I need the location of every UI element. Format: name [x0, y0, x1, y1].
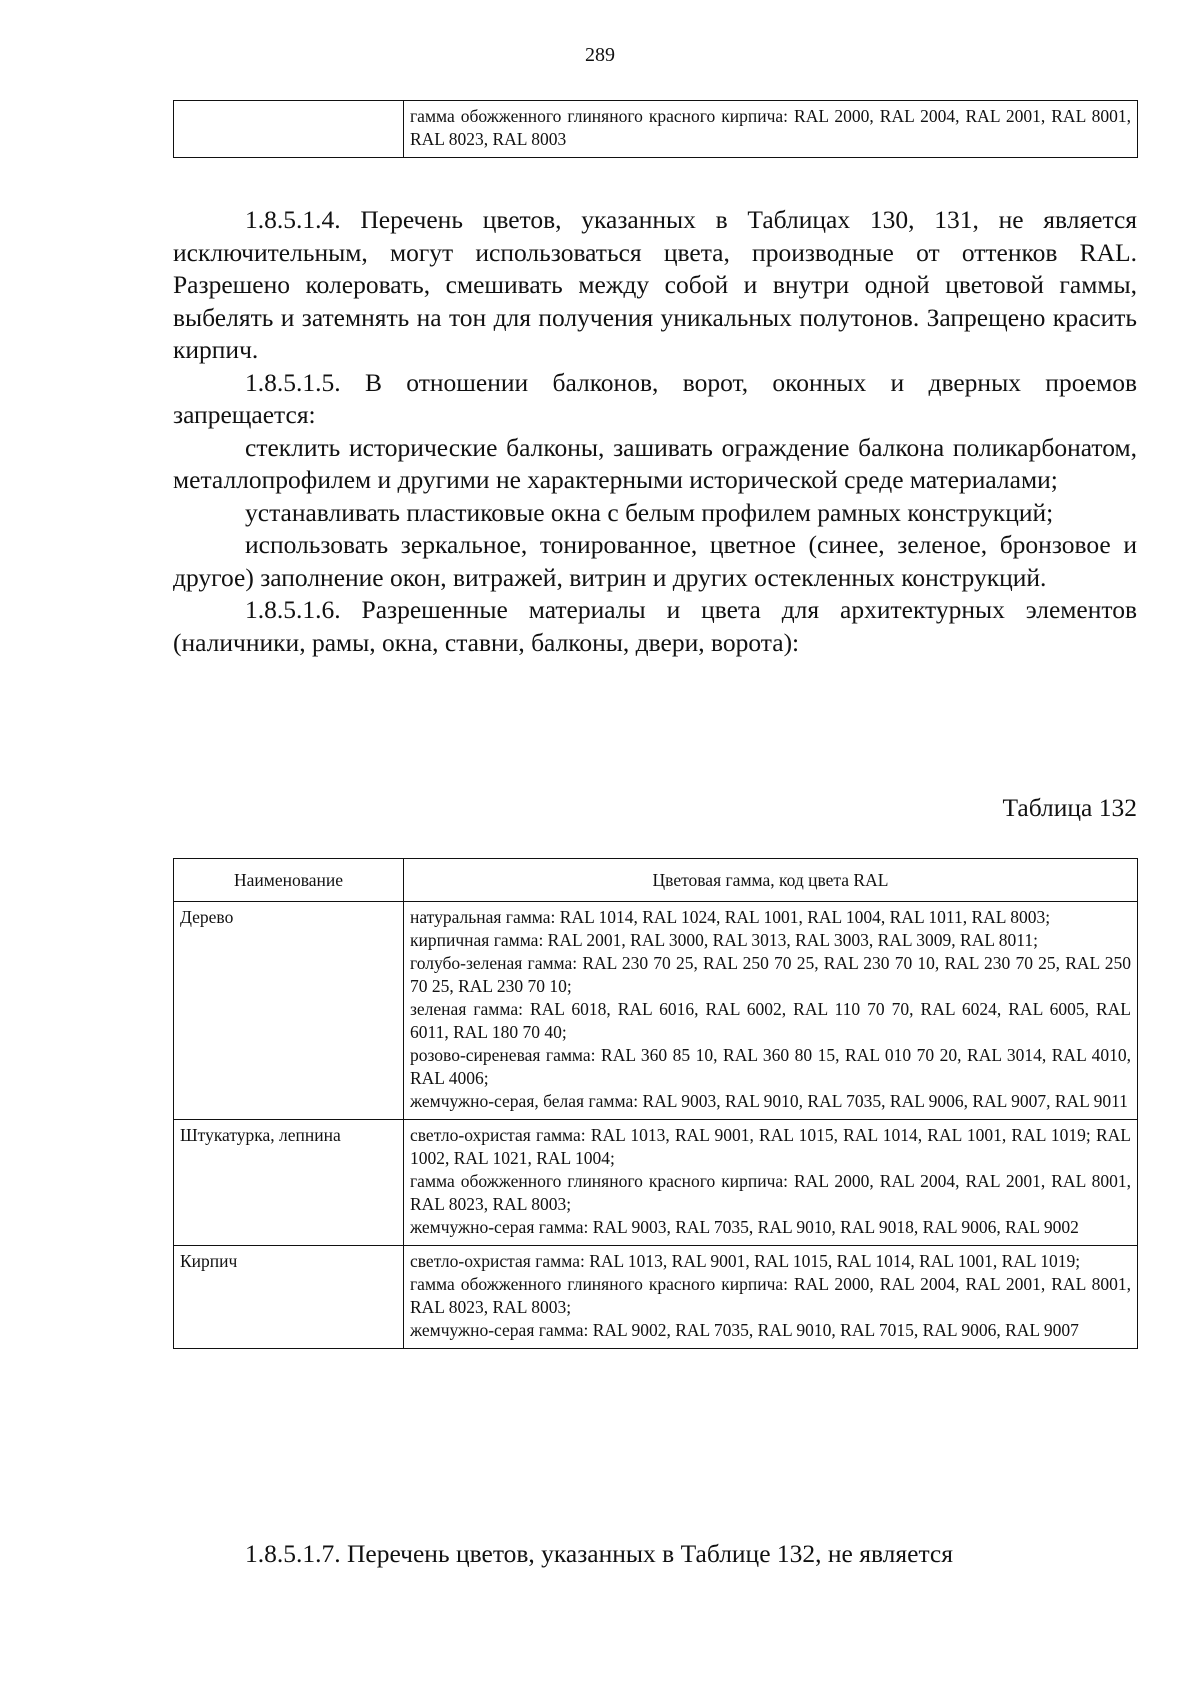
color-range-line: розово-сиреневая гамма: RAL 360 85 10, RAL 360 80 15, RAL 010 70 20, RAL 3014, RAL 4010, RAL 4006; — [410, 1045, 1131, 1088]
table-cell-colors — [404, 1246, 1138, 1349]
column-header-colors: Цветовая гамма, код цвета RAL — [404, 859, 1138, 902]
color-range-line: гамма обожженного глиняного красного кирпича: RAL 2000, RAL 2004, RAL 2001, RAL 8001, RAL 8023, RAL 8003; — [410, 1274, 1131, 1317]
color-range-line: кирпичная гамма: RAL 2001, RAL 3000, RAL 3013, RAL 3003, RAL 3009, RAL 8011; — [410, 930, 1039, 950]
table-cell-colors — [404, 101, 1138, 158]
table-cell-colors — [404, 1120, 1138, 1246]
body-text-continued — [173, 1538, 1137, 1571]
color-range-line: зеленая гамма: RAL 6018, RAL 6016, RAL 6002, RAL 110 70 70, RAL 6024, RAL 6005, RAL 6011, RAL 180 70 40; — [410, 999, 1131, 1042]
table-cell-name: Кирпич — [174, 1246, 404, 1349]
color-range-line: жемчужно-серая гамма: RAL 9003, RAL 7035, RAL 9010, RAL 9018, RAL 9006, RAL 9002 — [410, 1217, 1079, 1237]
table-row — [174, 1246, 1138, 1349]
paragraph: 1.8.5.1.6. Разрешенные материалы и цвета для архитектурных элементов (наличники, рамы, окна, ставни, балконы, двери, ворота): — [173, 595, 1137, 657]
table-cell-name: Дерево — [174, 902, 404, 1120]
paragraph: 1.8.5.1.5. В отношении балконов, ворот, оконных и дверных проемов запрещается: — [173, 367, 1137, 429]
table-row — [174, 101, 1138, 158]
column-header-name: Наименование — [174, 859, 404, 902]
color-range-line: гамма обожженного глиняного красного кирпича: RAL 2000, RAL 2004, RAL 2001, RAL 8001, RAL 8023, RAL 8003; — [410, 1171, 1131, 1214]
paragraph: стеклить исторические балконы, зашивать ограждение балкона поликарбонатом, металлопрофилем и другими не характерными исторической среде материалами; — [173, 432, 1137, 494]
paragraph: 1.8.5.1.4. Перечень цветов, указанных в Таблицах 130, 131, не является исключительным, могут использоваться цвета, производные от оттенков RAL. Разрешено колеровать, смешивать между собой и внутри одной цветовой гаммы, выбелять и затемнять на тон для получения уникальных полутонов. Запрещено красить кирпич. — [173, 205, 1137, 364]
table-row — [174, 902, 1138, 1120]
color-range-line: жемчужно-серая гамма: RAL 9002, RAL 7035, RAL 9010, RAL 7015, RAL 9006, RAL 9007 — [410, 1320, 1079, 1340]
table-header-row — [174, 859, 1138, 902]
table-cell-colors — [404, 902, 1138, 1120]
color-range-line: светло-охристая гамма: RAL 1013, RAL 9001, RAL 1015, RAL 1014, RAL 1001, RAL 1019; RAL 1002, RAL 1021, RAL 1004; — [410, 1125, 1131, 1168]
body-text — [173, 204, 1137, 659]
paragraph: 1.8.5.1.7. Перечень цветов, указанных в Таблице 132, не является — [245, 1539, 953, 1568]
color-range-line: гамма обожженного глиняного красного кирпича: RAL 2000, RAL 2004, RAL 2001, RAL 8001, RAL 8023, RAL 8003 — [410, 106, 1131, 149]
color-range-line: жемчужно-серая, белая гамма: RAL 9003, RAL 9010, RAL 7035, RAL 9006, RAL 9007, RAL 9011 — [410, 1091, 1128, 1111]
colors-table — [173, 858, 1138, 1349]
paragraph: использовать зеркальное, тонированное, цветное (синее, зеленое, бронзовое и другое) заполнение окон, витражей, витрин и других остекленных конструкций. — [173, 530, 1137, 592]
table-cell-name: Штукатурка, лепнина — [174, 1120, 404, 1246]
color-range-line: натуральная гамма: RAL 1014, RAL 1024, RAL 1001, RAL 1004, RAL 1011, RAL 8003; — [410, 907, 1051, 927]
table-caption: Таблица 132 — [1002, 793, 1137, 822]
table-cell-name — [174, 101, 404, 158]
page-number: 289 — [585, 44, 615, 66]
continued-table — [173, 100, 1138, 158]
table-row — [174, 1120, 1138, 1246]
paragraph: устанавливать пластиковые окна с белым профилем рамных конструкций; — [245, 497, 1054, 527]
color-range-line: голубо-зеленая гамма: RAL 230 70 25, RAL 250 70 25, RAL 230 70 10, RAL 230 70 25, RAL 250 70 25, RAL 230 70 10; — [410, 953, 1131, 996]
color-range-line: светло-охристая гамма: RAL 1013, RAL 9001, RAL 1015, RAL 1014, RAL 1001, RAL 1019; — [410, 1251, 1081, 1271]
